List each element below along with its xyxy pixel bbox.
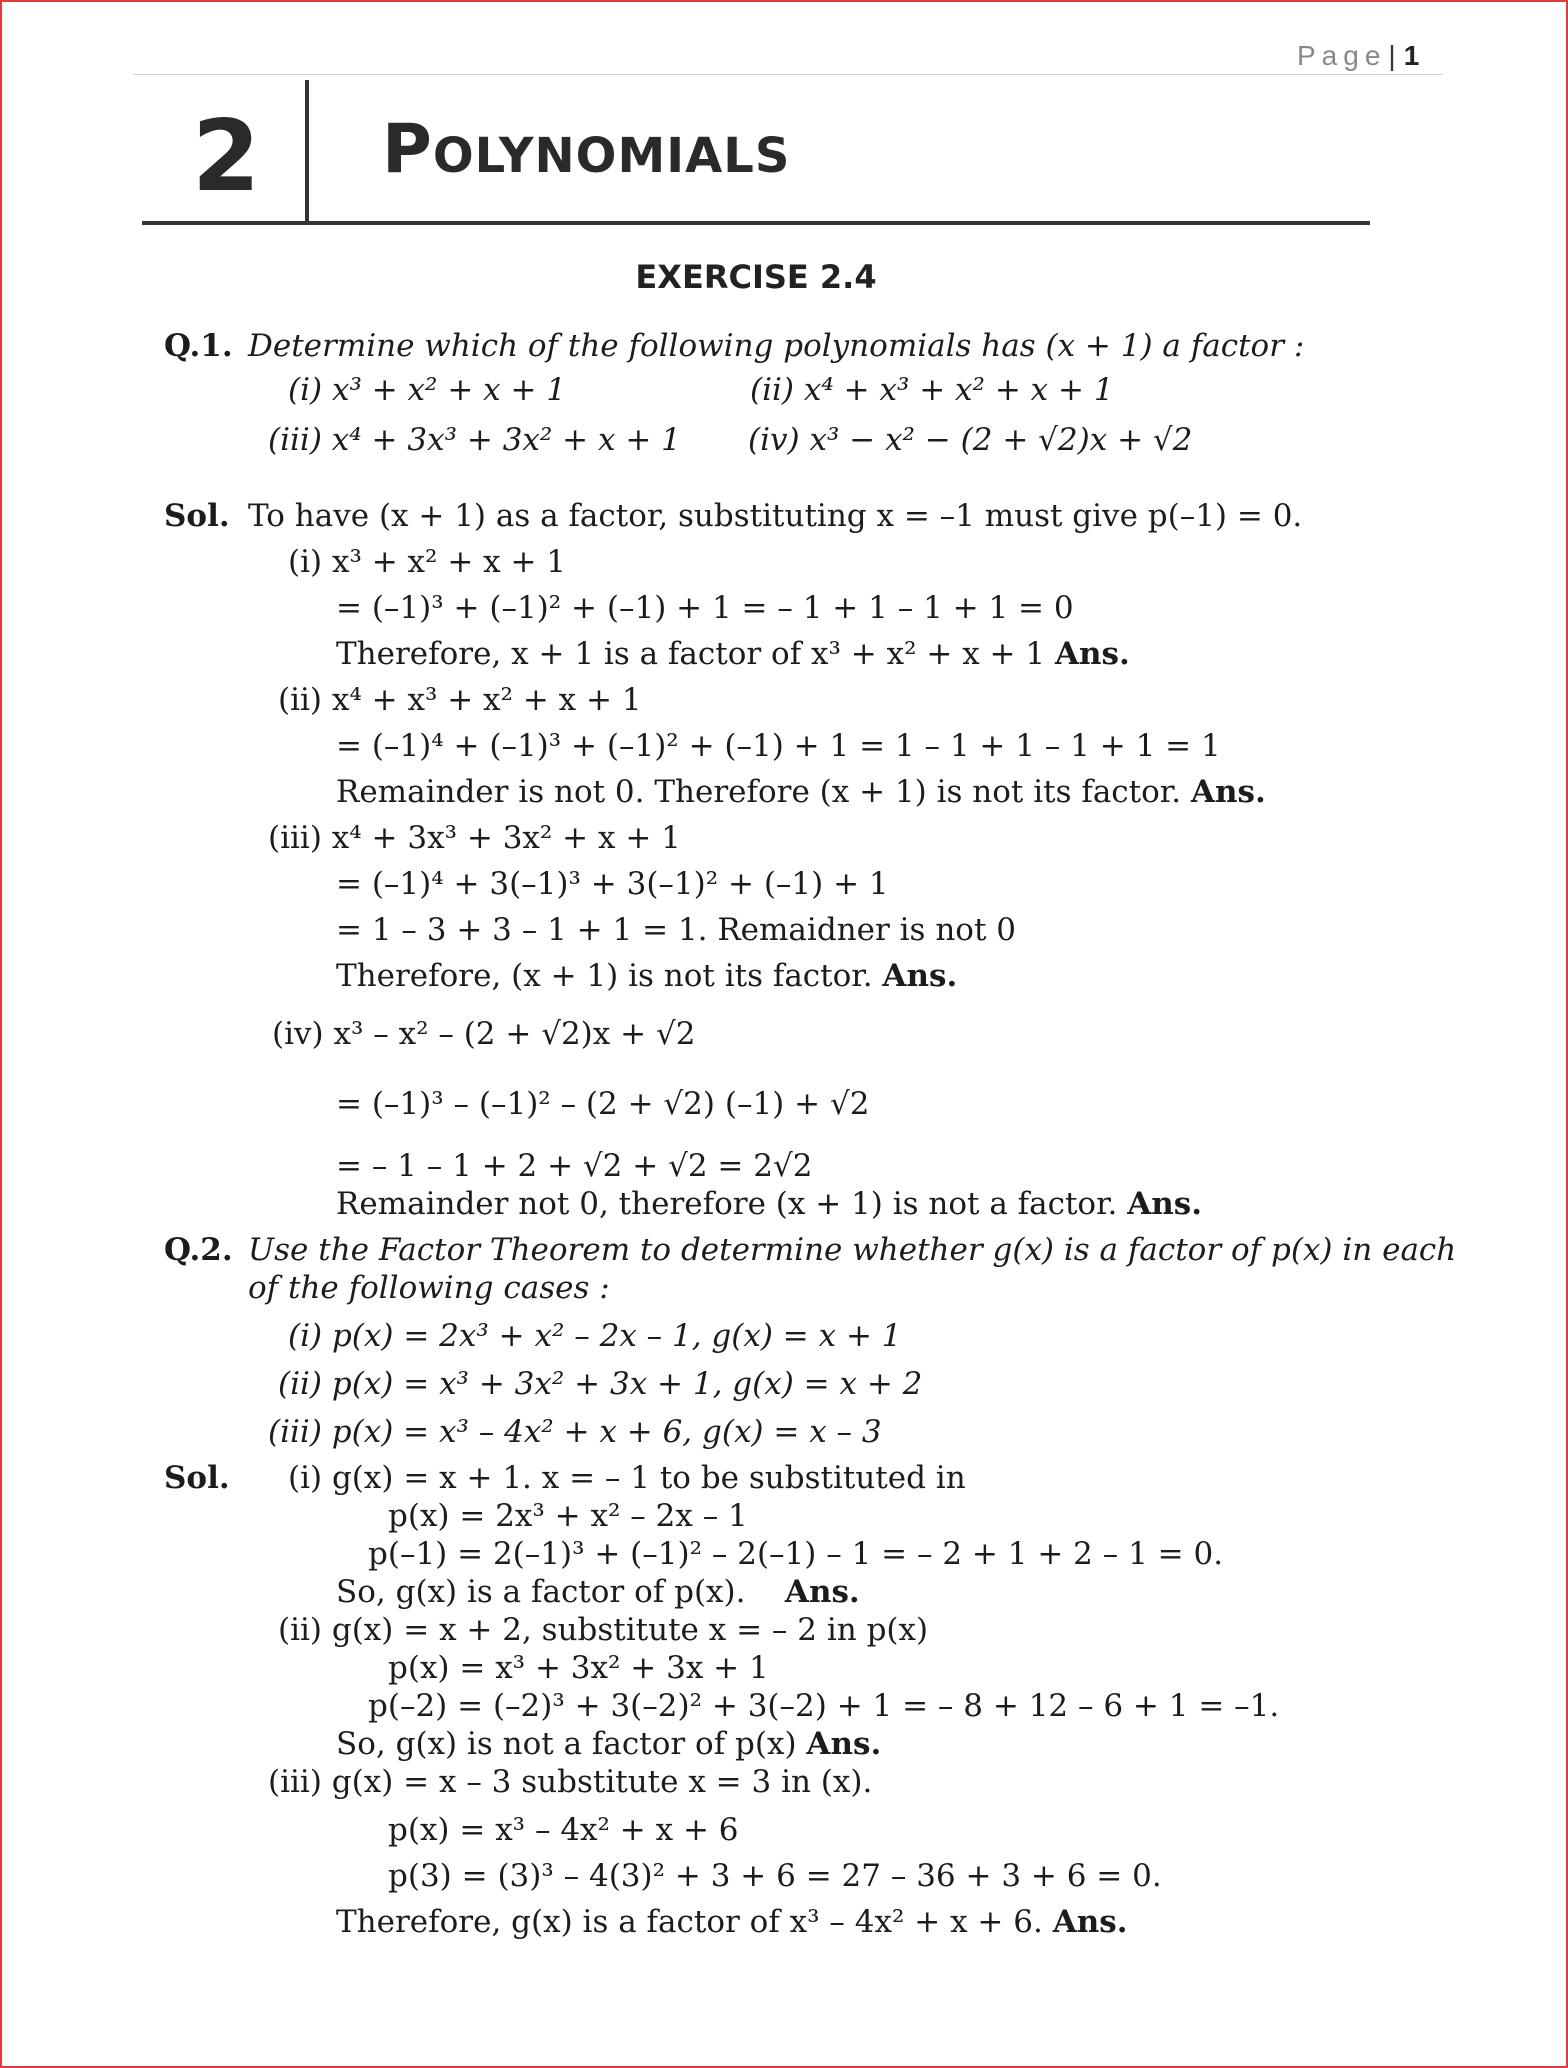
q2-label: Q.2.: [164, 1232, 233, 1268]
q1-sol-line: Remainder is not 0. Therefore (x + 1) is not its factor. Ans.: [336, 774, 1266, 810]
q2-sol-line: p(3) = (3)³ – 4(3)² + 3 + 6 = 27 – 36 + 3 + 6 = 0.: [388, 1858, 1162, 1894]
q1-sol-label: Sol.: [164, 498, 230, 534]
q1-option-i: (i) x³ + x² + x + 1: [288, 372, 567, 408]
q1-sol-line: = (–1)⁴ + 3(–1)³ + 3(–1)² + (–1) + 1: [336, 866, 889, 902]
q2-sol-line: (ii) g(x) = x + 2, substitute x = – 2 in p(x): [278, 1612, 929, 1648]
q1-sol-line: To have (x + 1) as a factor, substituting x = –1 must give p(–1) = 0.: [248, 498, 1303, 534]
chapter-title: Polynomials: [382, 110, 791, 189]
q1-sol-line: Therefore, x + 1 is a factor of x³ + x² + x + 1 Ans.: [336, 636, 1130, 672]
chapter-rule: [142, 221, 1370, 225]
chapter-number: 2: [192, 100, 261, 214]
q1-sol-line: Therefore, (x + 1) is not its factor. Ans.: [336, 958, 958, 994]
q2-option-ii: (ii) p(x) = x³ + 3x² + 3x + 1, g(x) = x + 2: [278, 1366, 923, 1402]
q1-option-iii: (iii) x⁴ + 3x³ + 3x² + x + 1: [268, 422, 681, 458]
q1-option-ii: (ii) x⁴ + x³ + x² + x + 1: [750, 372, 1114, 408]
q2-question: of the following cases :: [248, 1270, 610, 1306]
chapter-divider: [305, 80, 309, 222]
q2-sol-line: So, g(x) is a factor of p(x). Ans.: [336, 1574, 860, 1610]
exercise-title: EXERCISE 2.4: [635, 258, 877, 296]
ans-label: Ans.: [1127, 1186, 1203, 1222]
q2-sol-line: (i) g(x) = x + 1. x = – 1 to be substituted in: [288, 1460, 966, 1496]
ans-label: Ans.: [806, 1726, 882, 1762]
q1-question: Determine which of the following polynomials has (x + 1) a factor :: [248, 328, 1305, 364]
q1-sol-line: (i) x³ + x² + x + 1: [288, 544, 567, 580]
q2-sol-line: p(x) = 2x³ + x² – 2x – 1: [388, 1498, 748, 1534]
page-number: Page| 1: [1297, 40, 1420, 71]
q2-option-iii: (iii) p(x) = x³ – 4x² + x + 6, g(x) = x – 3: [268, 1414, 882, 1450]
ans-label: Ans.: [1052, 1904, 1128, 1940]
q1-label: Q.1.: [164, 328, 233, 364]
q1-sol-line: = 1 – 3 + 3 – 1 + 1 = 1. Remaidner is not 0: [336, 912, 1016, 948]
ans-label: Ans.: [882, 958, 958, 994]
q2-question: Use the Factor Theorem to determine whether g(x) is a factor of p(x) in each: [248, 1232, 1457, 1268]
q1-sol-line: = (–1)³ – (–1)² – (2 + √2) (–1) + √2: [336, 1086, 870, 1122]
q1-sol-line: = (–1)⁴ + (–1)³ + (–1)² + (–1) + 1 = 1 – 1 + 1 – 1 + 1 = 1: [336, 728, 1221, 764]
q1-sol-line: (ii) x⁴ + x³ + x² + x + 1: [278, 682, 642, 718]
ans-label: Ans.: [784, 1574, 860, 1610]
q1-sol-line: Remainder not 0, therefore (x + 1) is not a factor. Ans.: [336, 1186, 1203, 1222]
q1-sol-line: = (–1)³ + (–1)² + (–1) + 1 = – 1 + 1 – 1 + 1 = 0: [336, 590, 1074, 626]
q1-option-iv: (iv) x³ − x² − (2 + √2)x + √2: [748, 422, 1193, 458]
q1-sol-line: = – 1 – 1 + 2 + √2 + √2 = 2√2: [336, 1148, 813, 1184]
q2-sol-line: p(x) = x³ – 4x² + x + 6: [388, 1812, 739, 1848]
q1-sol-line: (iv) x³ – x² – (2 + √2)x + √2: [272, 1016, 696, 1052]
ans-label: Ans.: [1190, 774, 1266, 810]
q2-sol-line: p(x) = x³ + 3x² + 3x + 1: [388, 1650, 769, 1686]
q2-option-i: (i) p(x) = 2x³ + x² – 2x – 1, g(x) = x + 1: [288, 1318, 902, 1354]
q2-sol-line: So, g(x) is not a factor of p(x) Ans.: [336, 1726, 882, 1762]
q2-sol-line: (iii) g(x) = x – 3 substitute x = 3 in (x).: [268, 1764, 873, 1800]
q2-sol-label: Sol.: [164, 1460, 230, 1496]
q2-sol-line: p(–2) = (–2)³ + 3(–2)² + 3(–2) + 1 = – 8 + 12 – 6 + 1 = –1.: [368, 1688, 1280, 1724]
q2-sol-line: p(–1) = 2(–1)³ + (–1)² – 2(–1) – 1 = – 2 + 1 + 2 – 1 = 0.: [368, 1536, 1224, 1572]
header-rule: [134, 74, 1442, 75]
q1-sol-line: (iii) x⁴ + 3x³ + 3x² + x + 1: [268, 820, 681, 856]
q2-sol-line: Therefore, g(x) is a factor of x³ – 4x² + x + 6. Ans.: [336, 1904, 1128, 1940]
ans-label: Ans.: [1054, 636, 1130, 672]
